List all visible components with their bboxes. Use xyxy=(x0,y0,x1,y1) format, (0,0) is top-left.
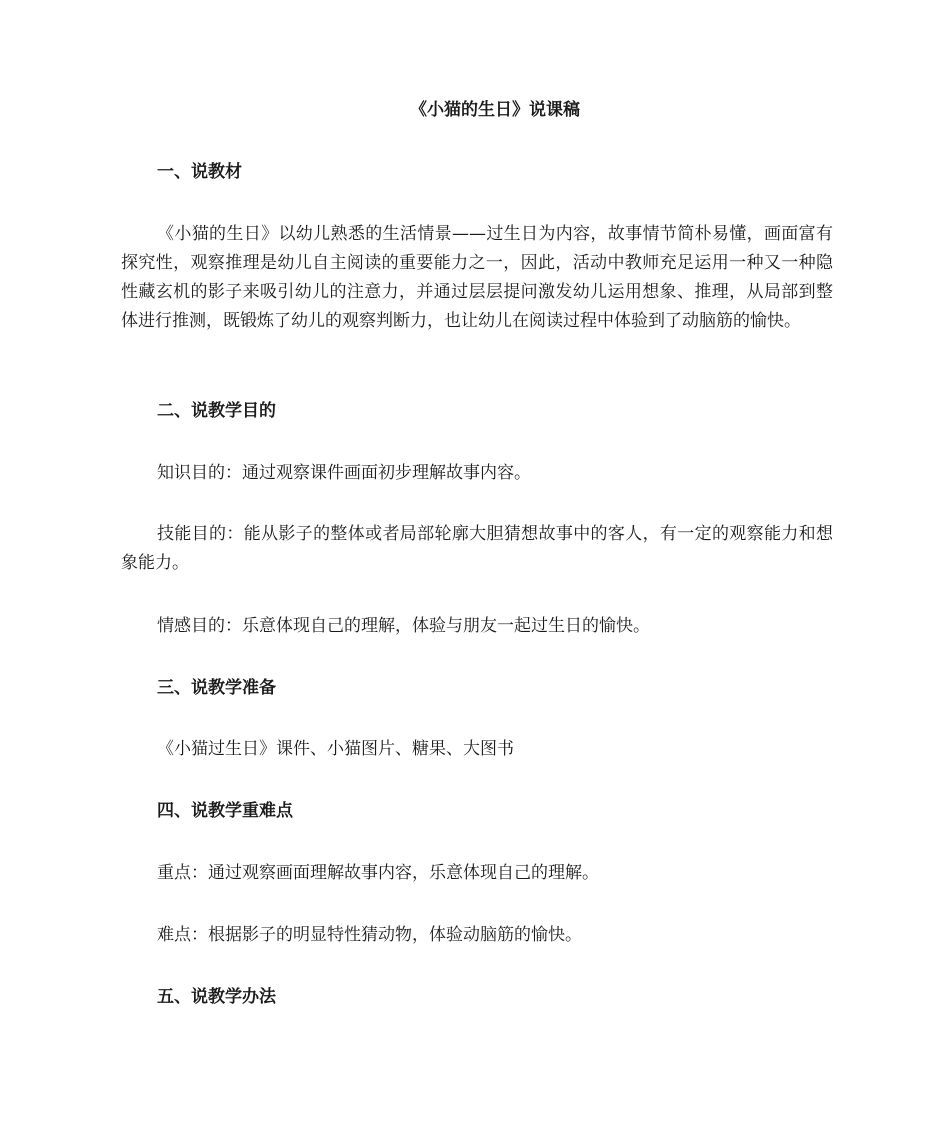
section-heading-preparation: 三、说教学准备 xyxy=(157,678,276,698)
paragraph-skill-objective: 技能目的：能从影子的整体或者局部轮廓大胆猜想故事中的客人，有一定的观察能力和想象能力。 xyxy=(121,524,833,573)
paragraph-key-point: 重点：通过观察画面理解故事内容，乐意体现自己的理解。 xyxy=(157,863,599,883)
section-heading-methods: 五、说教学办法 xyxy=(157,987,276,1007)
section-heading-objectives: 二、说教学目的 xyxy=(157,401,276,421)
paragraph-emotion-objective: 情感目的：乐意体现自己的理解，体验与朋友一起过生日的愉快。 xyxy=(157,616,650,636)
paragraph-knowledge-objective: 知识目的：通过观察课件画面初步理解故事内容。 xyxy=(157,463,531,483)
paragraph-preparation: 《小猫过生日》课件、小猫图片、糖果、大图书 xyxy=(157,739,514,759)
paragraph-textbook: 《小猫的生日》以幼儿熟悉的生活情景——过生日为内容，故事情节简朴易懂，画面富有探究性，观察推理是幼儿自主阅读的重要能力之一，因此，活动中教师充足运用一种又一种隐性藏玄机的影子来吸引幼儿的注意力，并通过层层提问激发幼儿运用想象、推理，从局部到整体进行推测，既锻炼了幼儿的观察判断力，也让幼儿在阅读过程中体验到了动脑筋的愉快。 xyxy=(121,224,833,331)
paragraph-difficult-point: 难点：根据影子的明显特性猜动物，体验动脑筋的愉快。 xyxy=(157,925,582,945)
section-heading-key-points: 四、说教学重难点 xyxy=(157,801,293,821)
section-heading-textbook: 一、说教材 xyxy=(157,162,242,182)
document-title: 《小猫的生日》说课稿 xyxy=(410,100,580,120)
